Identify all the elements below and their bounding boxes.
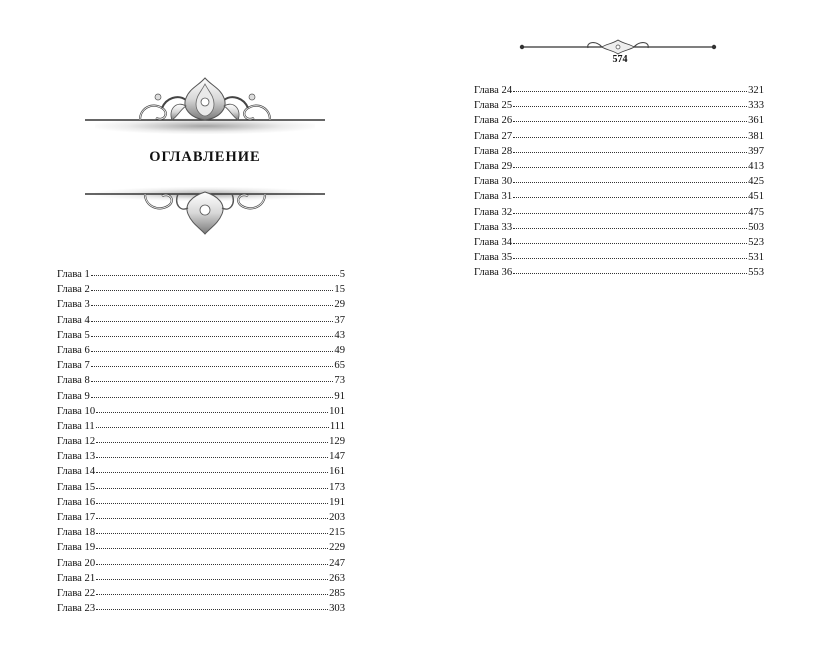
toc-entry[interactable]	[57, 342, 345, 357]
toc-entry[interactable]	[57, 463, 345, 478]
toc-entry-label: Глава 18	[57, 527, 96, 539]
toc-leader-dots	[96, 403, 328, 413]
toc-list-left	[57, 266, 345, 615]
toc-leader-dots	[513, 188, 747, 198]
toc-entry-label: Глава 10	[57, 405, 96, 417]
toc-leader-dots	[513, 234, 747, 244]
toc-title: ОГЛАВЛЕНИЕ	[149, 149, 261, 165]
toc-entry-label: Глава 9	[57, 390, 90, 402]
toc-entry-page: 91	[334, 390, 345, 402]
toc-entry-page: 333	[748, 100, 764, 112]
toc-leader-dots	[96, 600, 328, 610]
toc-entry-page: 397	[748, 145, 764, 157]
toc-entry[interactable]	[474, 112, 764, 127]
toc-entry-label: Глава 21	[57, 572, 96, 584]
toc-entry-label: Глава 23	[57, 603, 96, 615]
toc-entry-page: 15	[334, 284, 345, 296]
toc-entry-label: Глава 16	[57, 496, 96, 508]
toc-entry-label: Глава 13	[57, 451, 96, 463]
toc-leader-dots	[96, 418, 329, 428]
toc-entry[interactable]	[57, 539, 345, 554]
toc-entry-label: Глава 31	[474, 191, 513, 203]
toc-leader-dots	[91, 312, 334, 322]
toc-entry-label: Глава 4	[57, 314, 90, 326]
toc-entry-page: 503	[748, 221, 764, 233]
toc-entry-page: 215	[329, 527, 345, 539]
toc-entry[interactable]	[474, 82, 764, 97]
toc-entry-label: Глава 1	[57, 269, 90, 280]
toc-leader-dots	[513, 249, 747, 259]
toc-entry-page: 73	[334, 375, 345, 387]
toc-entry[interactable]	[474, 158, 764, 173]
toc-list-right	[474, 82, 764, 279]
toc-leader-dots	[513, 173, 747, 183]
toc-leader-dots	[96, 509, 328, 519]
toc-entry[interactable]	[57, 600, 345, 615]
toc-entry-label: Глава 5	[57, 329, 90, 341]
toc-entry-page: 5	[339, 269, 345, 280]
toc-entry-label: Глава 12	[57, 436, 96, 448]
toc-entry-label: Глава 36	[474, 267, 513, 279]
toc-entry[interactable]	[57, 524, 345, 539]
toc-entry-page: 247	[329, 557, 345, 569]
toc-entry-label: Глава 24	[474, 85, 513, 96]
toc-entry-label: Глава 33	[474, 221, 513, 233]
toc-entry-page: 413	[748, 160, 764, 172]
toc-leader-dots	[91, 327, 334, 337]
toc-entry-label: Глава 35	[474, 252, 513, 264]
toc-entry[interactable]	[57, 296, 345, 311]
toc-leader-dots	[91, 372, 334, 382]
toc-leader-dots	[513, 204, 747, 214]
toc-entry-label: Глава 11	[57, 420, 95, 432]
toc-leader-dots	[91, 296, 334, 306]
toc-entry-page: 229	[329, 542, 345, 554]
toc-entry-page: 49	[334, 344, 345, 356]
toc-entry-label: Глава 2	[57, 284, 90, 296]
toc-entry[interactable]	[57, 433, 345, 448]
toc-entry-page: 523	[748, 236, 764, 248]
toc-entry-page: 191	[329, 496, 345, 508]
toc-entry[interactable]	[57, 479, 345, 494]
toc-entry[interactable]	[57, 281, 345, 296]
filigree-pendant-ornament	[40, 178, 370, 238]
toc-entry-label: Глава 26	[474, 115, 513, 127]
toc-entry-page: 147	[329, 451, 345, 463]
toc-leader-dots	[91, 342, 334, 352]
toc-leader-dots	[96, 494, 328, 504]
toc-leader-dots	[513, 143, 747, 153]
toc-leader-dots	[513, 219, 747, 229]
toc-leader-dots	[96, 433, 328, 443]
toc-entry-page: 361	[748, 115, 764, 127]
toc-entry[interactable]	[57, 494, 345, 509]
toc-entry-page: 553	[748, 267, 764, 279]
toc-entry-page: 303	[329, 603, 345, 615]
toc-entry-page: 29	[334, 299, 345, 311]
toc-entry-label: Глава 20	[57, 557, 96, 569]
toc-entry-page: 111	[329, 420, 345, 432]
toc-entry[interactable]	[57, 403, 345, 418]
toc-entry-page: 129	[329, 436, 345, 448]
toc-entry-page: 381	[748, 130, 764, 142]
toc-entry-page: 173	[329, 481, 345, 493]
toc-entry-page: 321	[748, 85, 764, 96]
toc-entry[interactable]	[57, 570, 345, 585]
toc-entry-label: Глава 14	[57, 466, 96, 478]
toc-entry[interactable]	[57, 312, 345, 327]
toc-entry-label: Глава 28	[474, 145, 513, 157]
toc-entry-label: Глава 19	[57, 542, 96, 554]
toc-entry-label: Глава 34	[474, 236, 513, 248]
toc-entry-page: 285	[329, 587, 345, 599]
toc-entry-label: Глава 17	[57, 512, 96, 523]
toc-leader-dots	[96, 585, 328, 595]
toc-entry[interactable]	[57, 509, 345, 524]
toc-leader-dots	[96, 570, 328, 580]
toc-leader-dots	[96, 448, 328, 458]
toc-leader-dots	[513, 264, 747, 274]
toc-entry-label: Глава 7	[57, 360, 90, 372]
toc-entry-page: 425	[748, 176, 764, 188]
toc-entry-page: 65	[334, 360, 345, 372]
toc-entry[interactable]	[57, 266, 345, 281]
toc-entry-page: 263	[329, 572, 345, 584]
toc-entry-page: 531	[748, 252, 764, 264]
toc-leader-dots	[91, 281, 334, 291]
toc-entry[interactable]	[474, 234, 764, 249]
toc-entry[interactable]	[474, 204, 764, 219]
toc-leader-dots	[96, 539, 328, 549]
toc-entry-page: 475	[748, 206, 764, 218]
toc-entry-label: Глава 15	[57, 481, 96, 493]
toc-entry-label: Глава 27	[474, 130, 513, 142]
toc-entry-label: Глава 29	[474, 160, 513, 172]
toc-leader-dots	[96, 479, 328, 489]
filigree-crown-ornament	[40, 70, 370, 135]
toc-entry[interactable]	[57, 388, 345, 403]
toc-entry[interactable]	[57, 448, 345, 463]
toc-entry-page: 101	[329, 405, 345, 417]
toc-entry[interactable]	[57, 418, 345, 433]
toc-entry-page: 203	[329, 512, 345, 523]
toc-leader-dots	[91, 266, 339, 276]
toc-leader-dots	[513, 112, 747, 122]
toc-leader-dots	[513, 128, 747, 138]
toc-entry[interactable]	[57, 327, 345, 342]
toc-entry[interactable]	[57, 372, 345, 387]
toc-leader-dots	[513, 158, 747, 168]
toc-entry[interactable]	[474, 173, 764, 188]
toc-leader-dots	[91, 357, 334, 367]
page-number: 574	[612, 54, 628, 65]
toc-entry[interactable]	[474, 97, 764, 112]
toc-entry-page: 161	[329, 466, 345, 478]
toc-leader-dots	[96, 555, 328, 565]
toc-entry[interactable]	[57, 357, 345, 372]
toc-entry-label: Глава 22	[57, 587, 96, 599]
toc-entry-label: Глава 25	[474, 100, 513, 112]
toc-entry-label: Глава 6	[57, 344, 90, 356]
toc-entry-page: 451	[748, 191, 764, 203]
toc-entry-label: Глава 32	[474, 206, 513, 218]
toc-entry-page: 37	[334, 314, 345, 326]
toc-entry[interactable]	[57, 585, 345, 600]
toc-leader-dots	[91, 388, 334, 398]
toc-leader-dots	[513, 97, 747, 107]
toc-leader-dots	[513, 82, 747, 92]
toc-entry[interactable]	[474, 219, 764, 234]
toc-entry-page: 43	[334, 329, 345, 341]
toc-entry[interactable]	[474, 143, 764, 158]
toc-entry-label: Глава 8	[57, 375, 90, 387]
toc-leader-dots	[96, 463, 328, 473]
toc-entry[interactable]	[474, 249, 764, 264]
toc-entry-label: Глава 30	[474, 176, 513, 188]
toc-leader-dots	[96, 524, 328, 534]
toc-entry-label: Глава 3	[57, 299, 90, 311]
toc-entry[interactable]	[474, 188, 764, 203]
toc-entry[interactable]	[474, 128, 764, 143]
toc-entry[interactable]	[474, 264, 764, 279]
toc-entry[interactable]	[57, 555, 345, 570]
